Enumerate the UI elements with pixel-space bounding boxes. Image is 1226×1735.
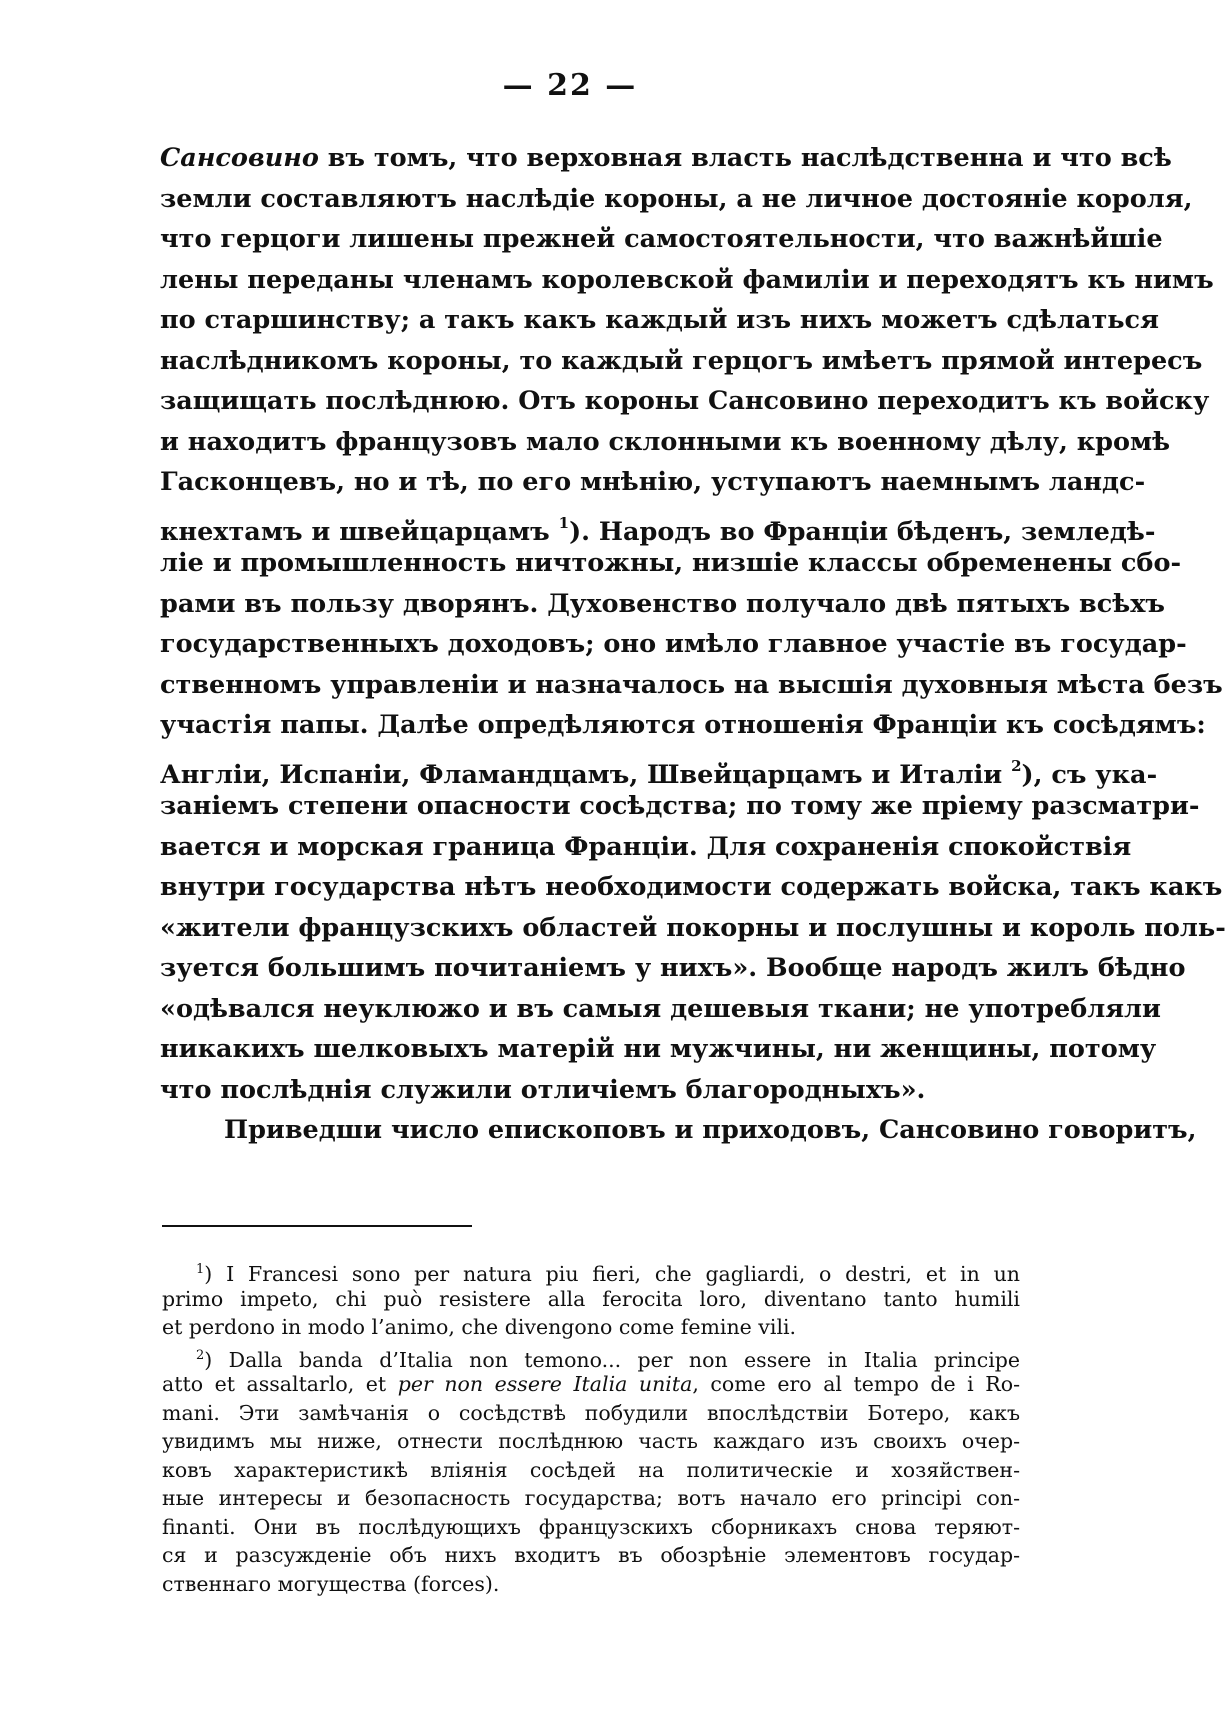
text-line: Сансовино въ томъ, что верховная власть наслѣдственна и что всѣ xyxy=(160,143,1172,173)
text-line: что герцоги лишены прежней самостоятельности, что важнѣйшіе xyxy=(160,224,1163,254)
footnote-line: ные интересы и безопасность государства; вотъ начало его principi con- xyxy=(162,1486,1020,1510)
text-line: ственномъ управленіи и назначалось на высшія духовныя мѣста безъ xyxy=(160,669,1223,700)
footnote-line: primo impeto, chi può resistere alla ferocita loro, diventano tanto humili xyxy=(162,1286,1020,1311)
footnote-line: mani. Эти замѣчанія о сосѣдствѣ побудили впослѣдствіи Ботеро, какъ xyxy=(162,1400,1020,1425)
text-line: земли составляютъ наслѣдіе короны, а не личное достояніе короля, xyxy=(160,183,1193,214)
text-line: кнехтамъ и швейцарцамъ $^1$). Народъ во Франціи бѣденъ, земледѣ- xyxy=(160,513,1156,547)
page-number: — 22 — xyxy=(502,68,638,103)
text-line: и находитъ французовъ мало склонными къ военному дѣлу, кромѣ xyxy=(160,426,1171,457)
footnotes-section xyxy=(162,1256,1020,1598)
author-name-italic: Сансовино xyxy=(160,143,319,173)
footnote-divider xyxy=(162,1225,472,1227)
text-line: рами въ пользу дворянъ. Духовенство получало двѣ пятыхъ всѣхъ xyxy=(160,588,1165,619)
text-line: государственныхъ доходовъ; оно имѣло главное участіе въ государ- xyxy=(160,629,1187,659)
footnote-line: увидимъ мы ниже, отнести послѣднюю часть каждаго изъ своихъ очер- xyxy=(162,1429,1020,1453)
footnote-marker-2: 2 xyxy=(196,1347,205,1363)
text-line: заніемъ степени опасности сосѣдства; по тому же пріему разсматри- xyxy=(160,791,1200,821)
text-line: Гасконцевъ, но и тѣ, по его мнѣнію, уступаютъ наемнымъ ландс- xyxy=(160,467,1146,497)
text-line: «одѣвался неуклюжо и въ самыя дешевыя ткани; не употребляли xyxy=(160,993,1161,1024)
text-line: никакихъ шелковыхъ матерій ни мужчины, ни женщины, потому xyxy=(160,1034,1157,1064)
text-line: внутри государства нѣтъ необходимости содержать войска, такъ какъ xyxy=(160,872,1223,902)
italic-quote: per non essere Italia unita xyxy=(397,1372,693,1396)
footnote-ref-2[interactable]: 2 xyxy=(1011,756,1022,775)
footnote-marker-1: 1 xyxy=(196,1262,205,1277)
footnote-1: $^1$) I Francesi sono per natura piu fieri, che gagliardi, o destri, et in un xyxy=(196,1262,1020,1286)
text-line: Англіи, Испаніи, Фламандцамъ, Швейцарцамъ и Италіи $^2$), съ ука- xyxy=(160,756,1158,790)
text-line: защищать послѣднюю. Отъ короны Сансовино переходитъ къ войску xyxy=(160,386,1210,416)
text-line: лены переданы членамъ королевской фамиліи и переходятъ къ нимъ xyxy=(160,264,1214,295)
text-line: зуется большимъ почитаніемъ у нихъ». Вообще народъ жилъ бѣдно xyxy=(160,953,1186,983)
footnote-line: atto et assaltarlo, et per non essere Italia unita, come ero al tempo de i Ro- xyxy=(162,1372,1020,1396)
text-line: «жители французскихъ областей покорны и послушны и король поль- xyxy=(160,912,1226,943)
footnote-line: ковъ характеристикѣ вліянія сосѣдей на политическіе и хозяйствен- xyxy=(162,1457,1020,1482)
footnote-line: finanti. Они въ послѣдующихъ французскихъ сборникахъ снова теряют- xyxy=(162,1514,1020,1539)
footnote-line: ся и разсужденіе объ нихъ входитъ въ обозрѣніе элементовъ государ- xyxy=(162,1543,1020,1567)
text-line: по старшинству; а такъ какъ каждый изъ нихъ можетъ сдѣлаться xyxy=(160,305,1159,335)
footnote-ref-1[interactable]: 1 xyxy=(558,513,570,532)
footnote-line: et perdono in modo l’animo, che divengono come femine vili. xyxy=(162,1315,797,1339)
text-line: что послѣднія служили отличіемъ благородныхъ». xyxy=(160,1074,926,1105)
main-text-body xyxy=(160,138,1226,1151)
footnote-line: ственнаго могущества (forces). xyxy=(162,1571,500,1596)
text-line: ліе и промышленность ничтожны, низшіе классы обременены сбо- xyxy=(160,548,1182,578)
text-line: участія папы. Далѣе опредѣляются отношенія Франціи къ сосѣдямъ: xyxy=(160,710,1206,740)
paragraph-start-line: Приведши число епископовъ и приходовъ, Сансовино говоритъ, xyxy=(224,1115,1197,1145)
text-line: наслѣдникомъ короны, то каждый герцогъ имѣетъ прямой интересъ xyxy=(160,345,1203,376)
footnote-2: $^2$) Dalla banda d’Italia non temono... per non essere in Italia principe xyxy=(196,1347,1020,1372)
text-line: вается и морская граница Франціи. Для сохраненія спокойствія xyxy=(160,831,1132,862)
